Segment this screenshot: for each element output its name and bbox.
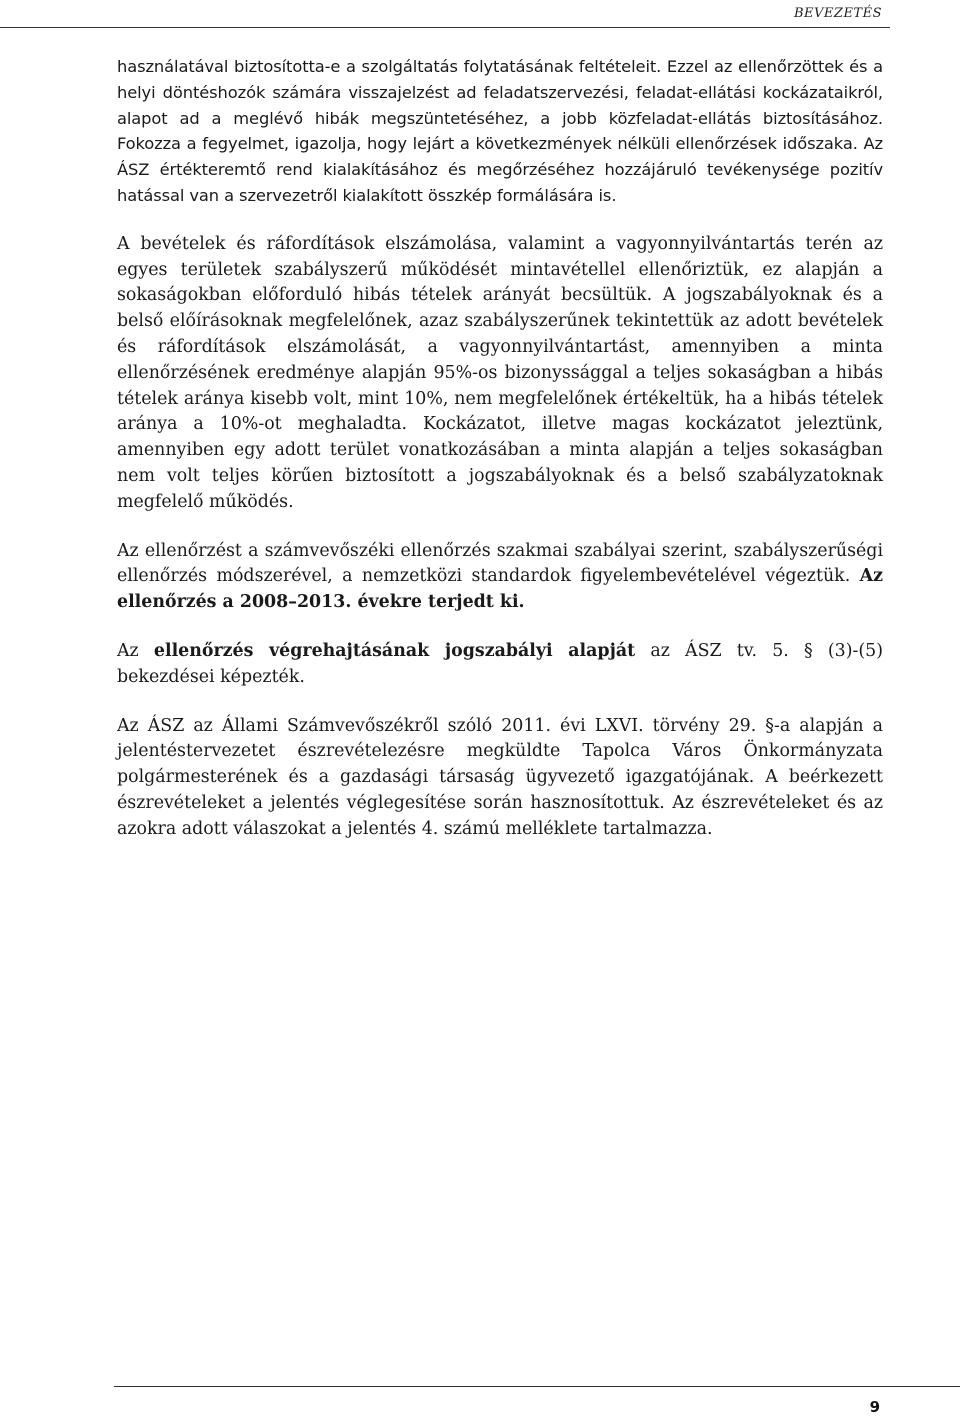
- paragraph-3-emphasis: Az ellenőrzés a 2008–2013. évekre terjedt ki.: [117, 566, 883, 613]
- document-body: [117, 54, 883, 866]
- footer-divider: [114, 1386, 960, 1387]
- paragraph-5: Az ÁSZ az Állami Számvevőszékről szóló 2011. évi LXVI. törvény 29. §-a alapján a jelentéstervezetet észrevételezésre megküldte Tapolca Város Önkormányzata polgármesterének és a gazdasági társaság ügyvezető igazgatójának. A beérkezett észrevételeket a jelentés véglegesítése során hasznosítottuk. Az észrevételeket és az azokra adott válaszokat a jelentés 4. számú melléklete tartalmazza.: [117, 715, 883, 839]
- running-header: BEVEZETÉS: [793, 6, 882, 21]
- paragraph-3-text: Az ellenőrzést a számvevőszéki ellenőrzés szakmai szabályai szerint, szabályszerűségi ellenőrzés módszerével, a nemzetközi standardok figyelembevételével végeztük.: [117, 540, 883, 587]
- paragraph-2: A bevételek és ráfordítások elszámolása, valamint a vagyonnyilvántartás terén az egyes területek szabályszerű működését mintavétellel ellenőriztük, ez alapján a sokaságokban előforduló hibás tételek arányát becsültük. A jogszabályoknak és a belső előírásoknak megfelelőnek, azaz szabályszerűnek tekintettük az adott bevételek és ráfordítások elszámolását, a vagyonnyilvántartást, amennyiben a minta ellenőrzésének eredménye alapján 95%-os bizonyssággal a teljes sokaságban a hibás tételek aránya kisebb volt, mint 10%, nem megfelelőnek értékeltük, ha a hibás tételek aránya a 10%-ot meghaladta. Kockázatot, illetve magas kockázatot jeleztünk, amennyiben egy adott terület vonatkozásában a minta alapján a teljes sokaságban nem volt teljes körűen biztosított a jogszabályoknak és a belső szabályzatoknak megfelelő működés.: [117, 233, 883, 512]
- paragraph-4-tail: az ÁSZ tv. 5. § (3)-(5) bekezdései képezték.: [117, 640, 884, 687]
- paragraph-4-emphasis: ellenőrzés végrehajtásának jogszabályi alapját: [153, 640, 636, 661]
- paragraph-4-lead: Az: [117, 640, 154, 661]
- paragraph-1: használatával biztosította-e a szolgáltatás folytatásának feltételeit. Ezzel az ellenőrzöttek és a helyi döntéshozók számára visszajelzést ad feladatszervezési, feladat-ellátási kockázataikról, alapot ad a meglévő hibák megszüntetéséhez, a jobb közfeladat-ellátás biztosításához. Fokozza a fegyelmet, igazolja, hogy lejárt a következmények nélküli ellenőrzések időszaka. Az ÁSZ értékteremtő rend kialakításához és megőrzéséhez hozzájáruló tevékenysége pozitív hatással van a szervezetről kialakított összkép formálására is.: [117, 57, 883, 205]
- page-number: 9: [869, 1398, 880, 1416]
- paragraph-3: [117, 539, 883, 616]
- paragraph-4: [117, 639, 883, 691]
- header-divider: [0, 27, 890, 28]
